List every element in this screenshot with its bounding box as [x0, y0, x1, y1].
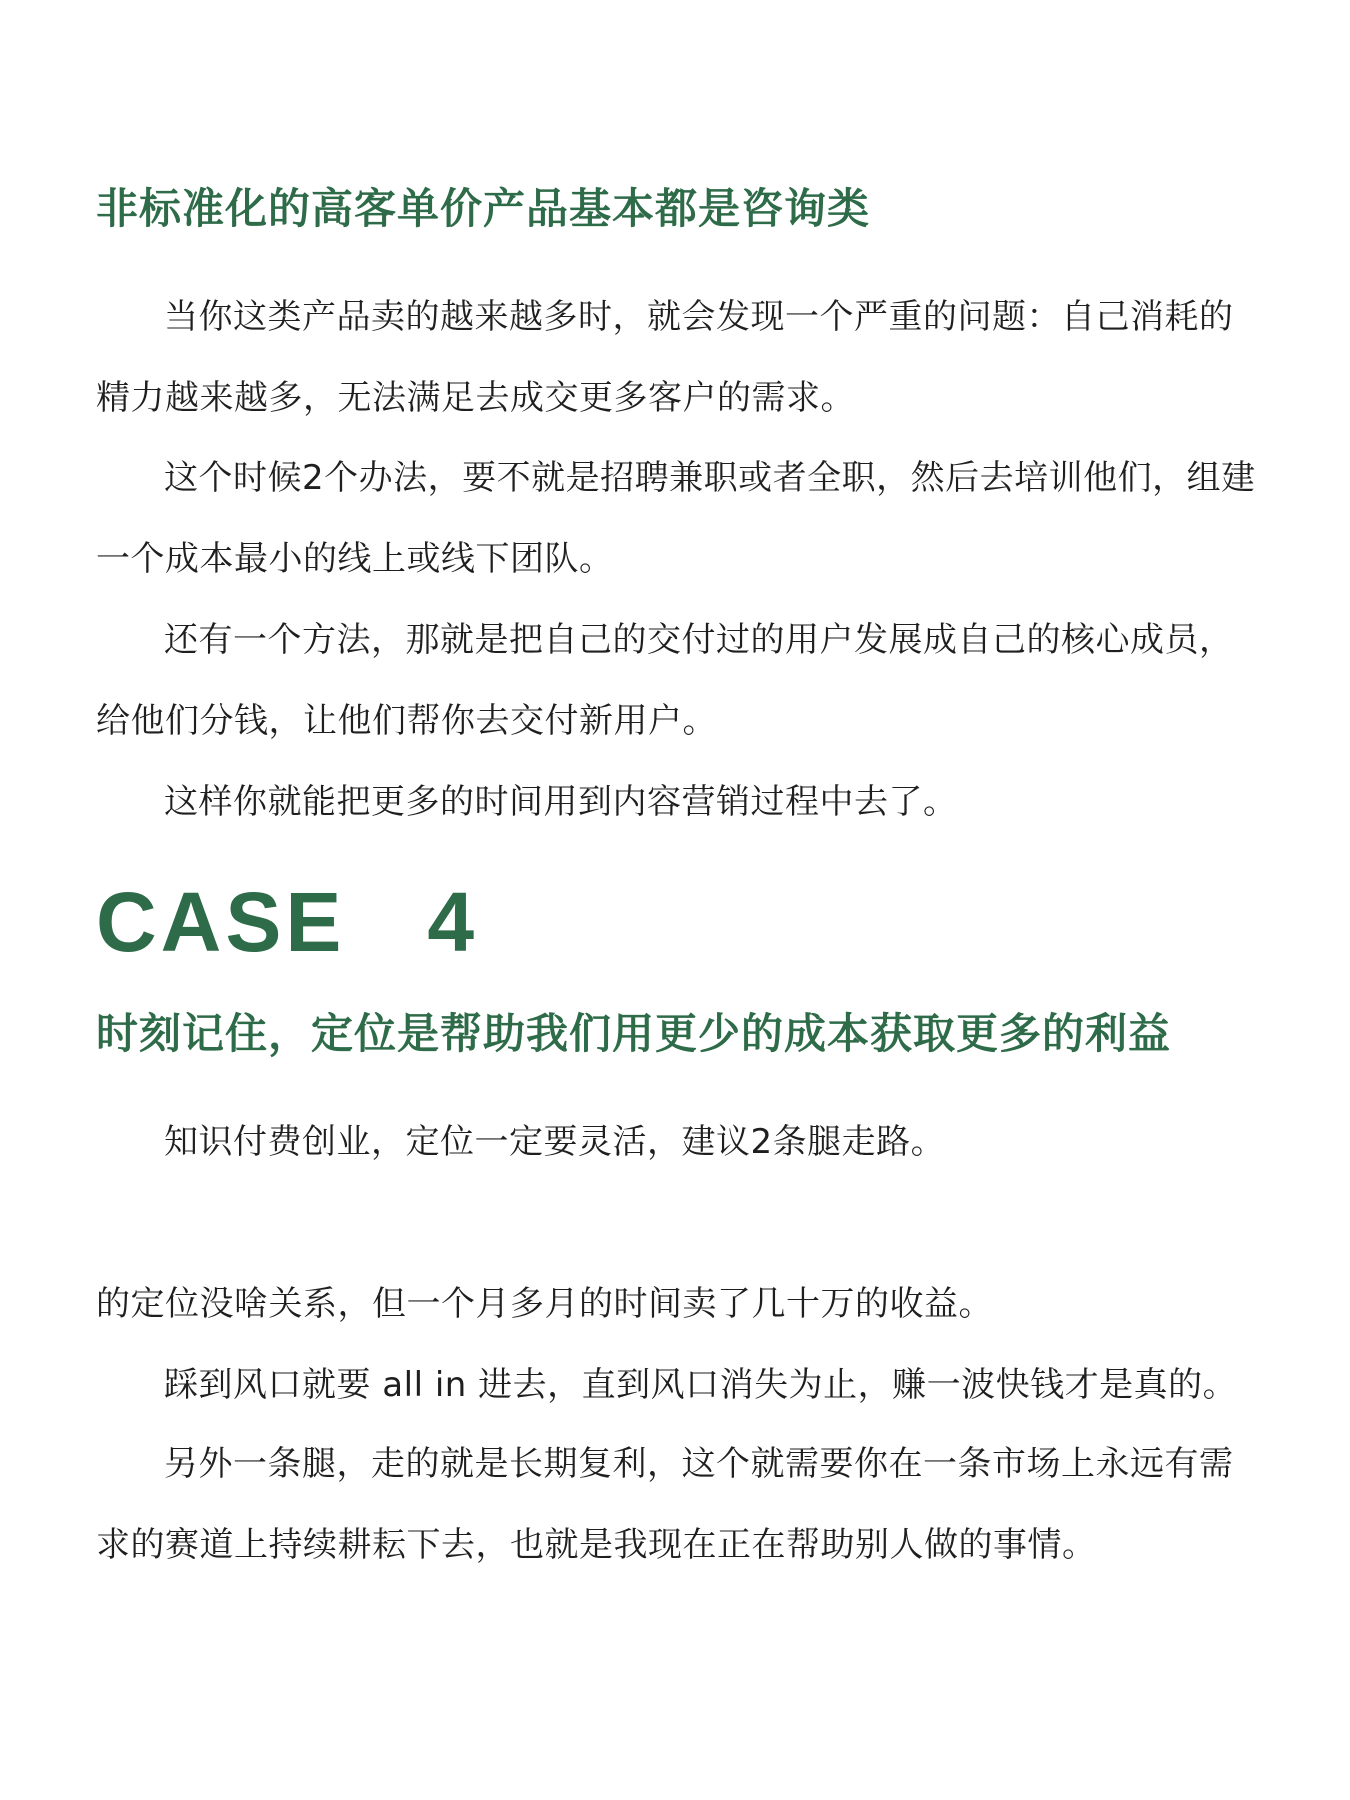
- paragraph-long-term-compounding: 另外一条腿，走的就是长期复利，这个就需要你在一条市场上永远有需求的赛道上持续耕耘下去，也就是我现在正在帮助别人做的事情。: [96, 1444, 1234, 1565]
- section-heading-consulting: 非标准化的高客单价产品基本都是咨询类: [96, 184, 871, 233]
- paragraph-two-methods: 这个时候2个办法，要不就是招聘兼职或者全职，然后去培训他们，组建一个成本最小的线上或线下团队。: [96, 458, 1256, 579]
- paragraph-content-marketing: 这样你就能把更多的时间用到内容营销过程中去了。: [164, 782, 958, 822]
- paragraph-all-in: 踩到风口就要 all in 进去，直到风口消失为止，赚一波快钱才是真的。: [164, 1365, 1238, 1405]
- paragraph-energy-problem: 当你这类产品卖的越来越多时，就会发现一个严重的问题：自己消耗的精力越来越多，无法满足去成交更多客户的需求。: [96, 297, 1234, 418]
- paragraph-two-legs: 知识付费创业，定位一定要灵活，建议2条腿走路。: [164, 1122, 946, 1162]
- case-label: CASE 4: [96, 875, 479, 969]
- paragraph-revenue: 的定位没啥关系，但一个月多月的时间卖了几十万的收益。: [96, 1284, 993, 1324]
- paragraph-core-members: 还有一个方法，那就是把自己的交付过的用户发展成自己的核心成员，给他们分钱，让他们帮你去交付新用户。: [96, 620, 1234, 741]
- section-heading-positioning: 时刻记住，定位是帮助我们用更少的成本获取更多的利益: [96, 1009, 1172, 1058]
